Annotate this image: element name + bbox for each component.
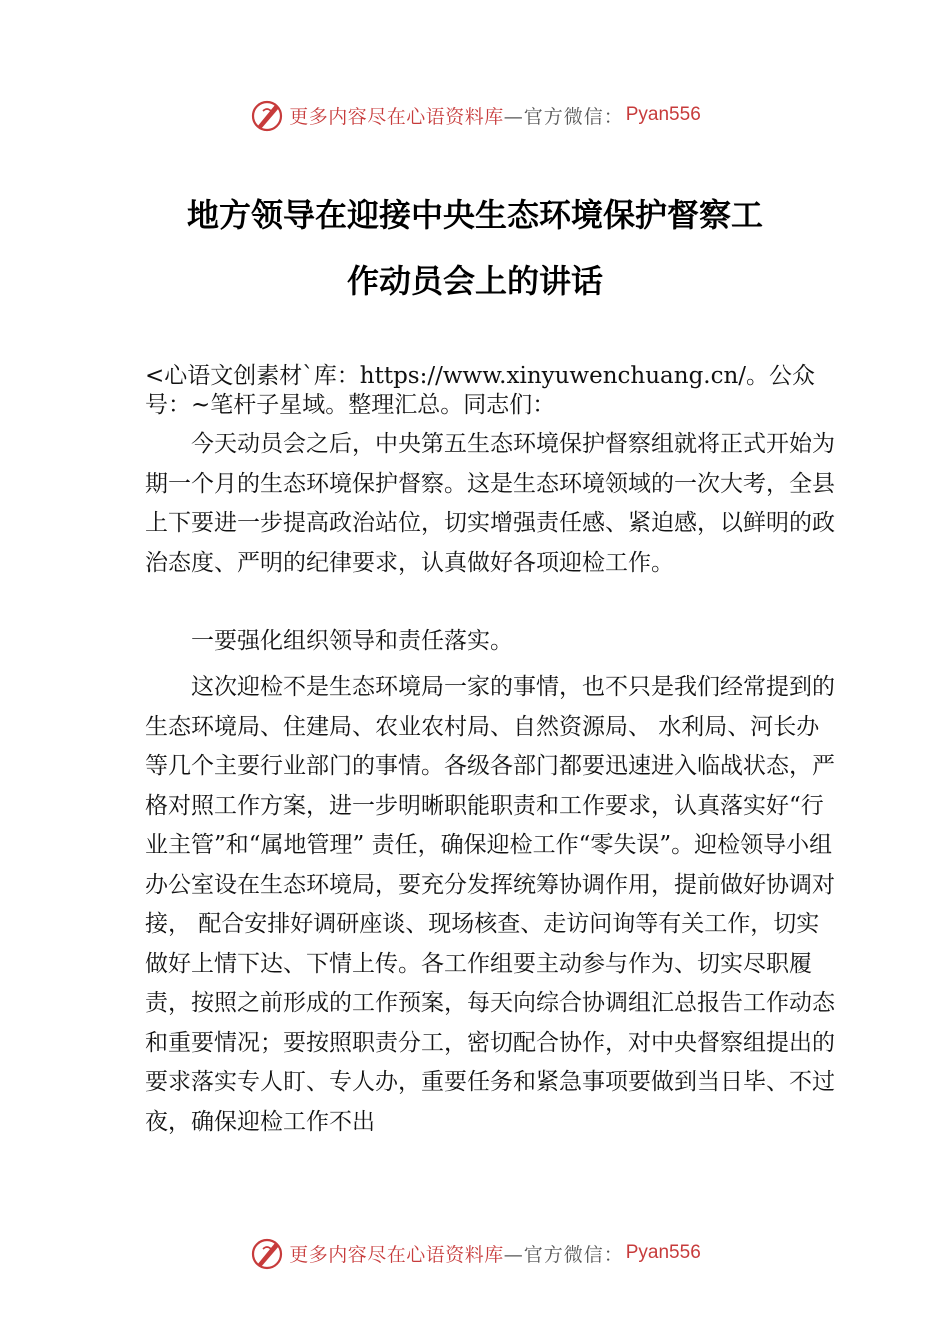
banner-wechat-id: Pyan556 — [625, 1242, 701, 1263]
document-title-line-2: 作动员会上的讲话 — [346, 262, 603, 300]
body-paragraph: 今天动员会之后，中央第五生态环境保护督察组就将正式开始为期一个月的生态环境保护督察。这是生态环境领域的一次大考，全县上下要进一步提高政治站位，切实增强责任感、紧迫感，以鲜明的政治态度、严明的纪律要求，认真做好各项迎检工作。 — [145, 431, 835, 576]
banner-sub-text: —官方微信： — [503, 105, 624, 128]
pen-seal-logo-icon — [249, 97, 285, 133]
banner-main-text: 更多内容尽在心语资料库 — [289, 105, 504, 128]
footer-banner — [0, 1233, 950, 1273]
banner-main-text: 更多内容尽在心语资料库 — [289, 1243, 504, 1266]
document-title-line-1: 地方领导在迎接中央生态环境保护督察工 — [186, 196, 763, 234]
pen-seal-logo-icon — [249, 1235, 285, 1271]
header-banner — [0, 95, 950, 135]
section-heading: 一要强化组织领导和责任落实。 — [191, 628, 513, 654]
banner-wechat-id: Pyan556 — [625, 104, 701, 125]
body-paragraph: 这次迎检不是生态环境局一家的事情，也不只是我们经常提到的生态环境局、住建局、农业农村局、自然资源局、 水利局、河长办等几个主要行业部门的事情。各级各部门都要迅速进入临战状态，严格对照工作方案，进一步明晰职能职责和工作要求，认真落实好“行业主管”和“属地管理” 责任，确保迎检工作“零失误”。迎检领导小组办公室设在生态环境局，要充分发挥统筹协调作用，提前做好协调对接， 配合安排好调研座谈、现场核查、走访问询等有关工作，切实做好上情下达、下情上传。各工作组要主动参与作为、切实尽职履责，按照之前形成的工作预案，每天向综合协调组汇总报告工作动态和重要情况；要按照职责分工，密切配合协作，对中央督察组提出的要求落实专人盯、专人办，重要任务和紧急事项要做到当日毕、不过夜，确保迎检工作不出 — [145, 674, 835, 1135]
intro-line: <心语文创素材`库：https://www.xinyuwenchuang.cn/。公众号：~笔杆子星域。整理汇总。同志们： — [145, 363, 816, 418]
banner-sub-text: —官方微信： — [503, 1243, 624, 1266]
